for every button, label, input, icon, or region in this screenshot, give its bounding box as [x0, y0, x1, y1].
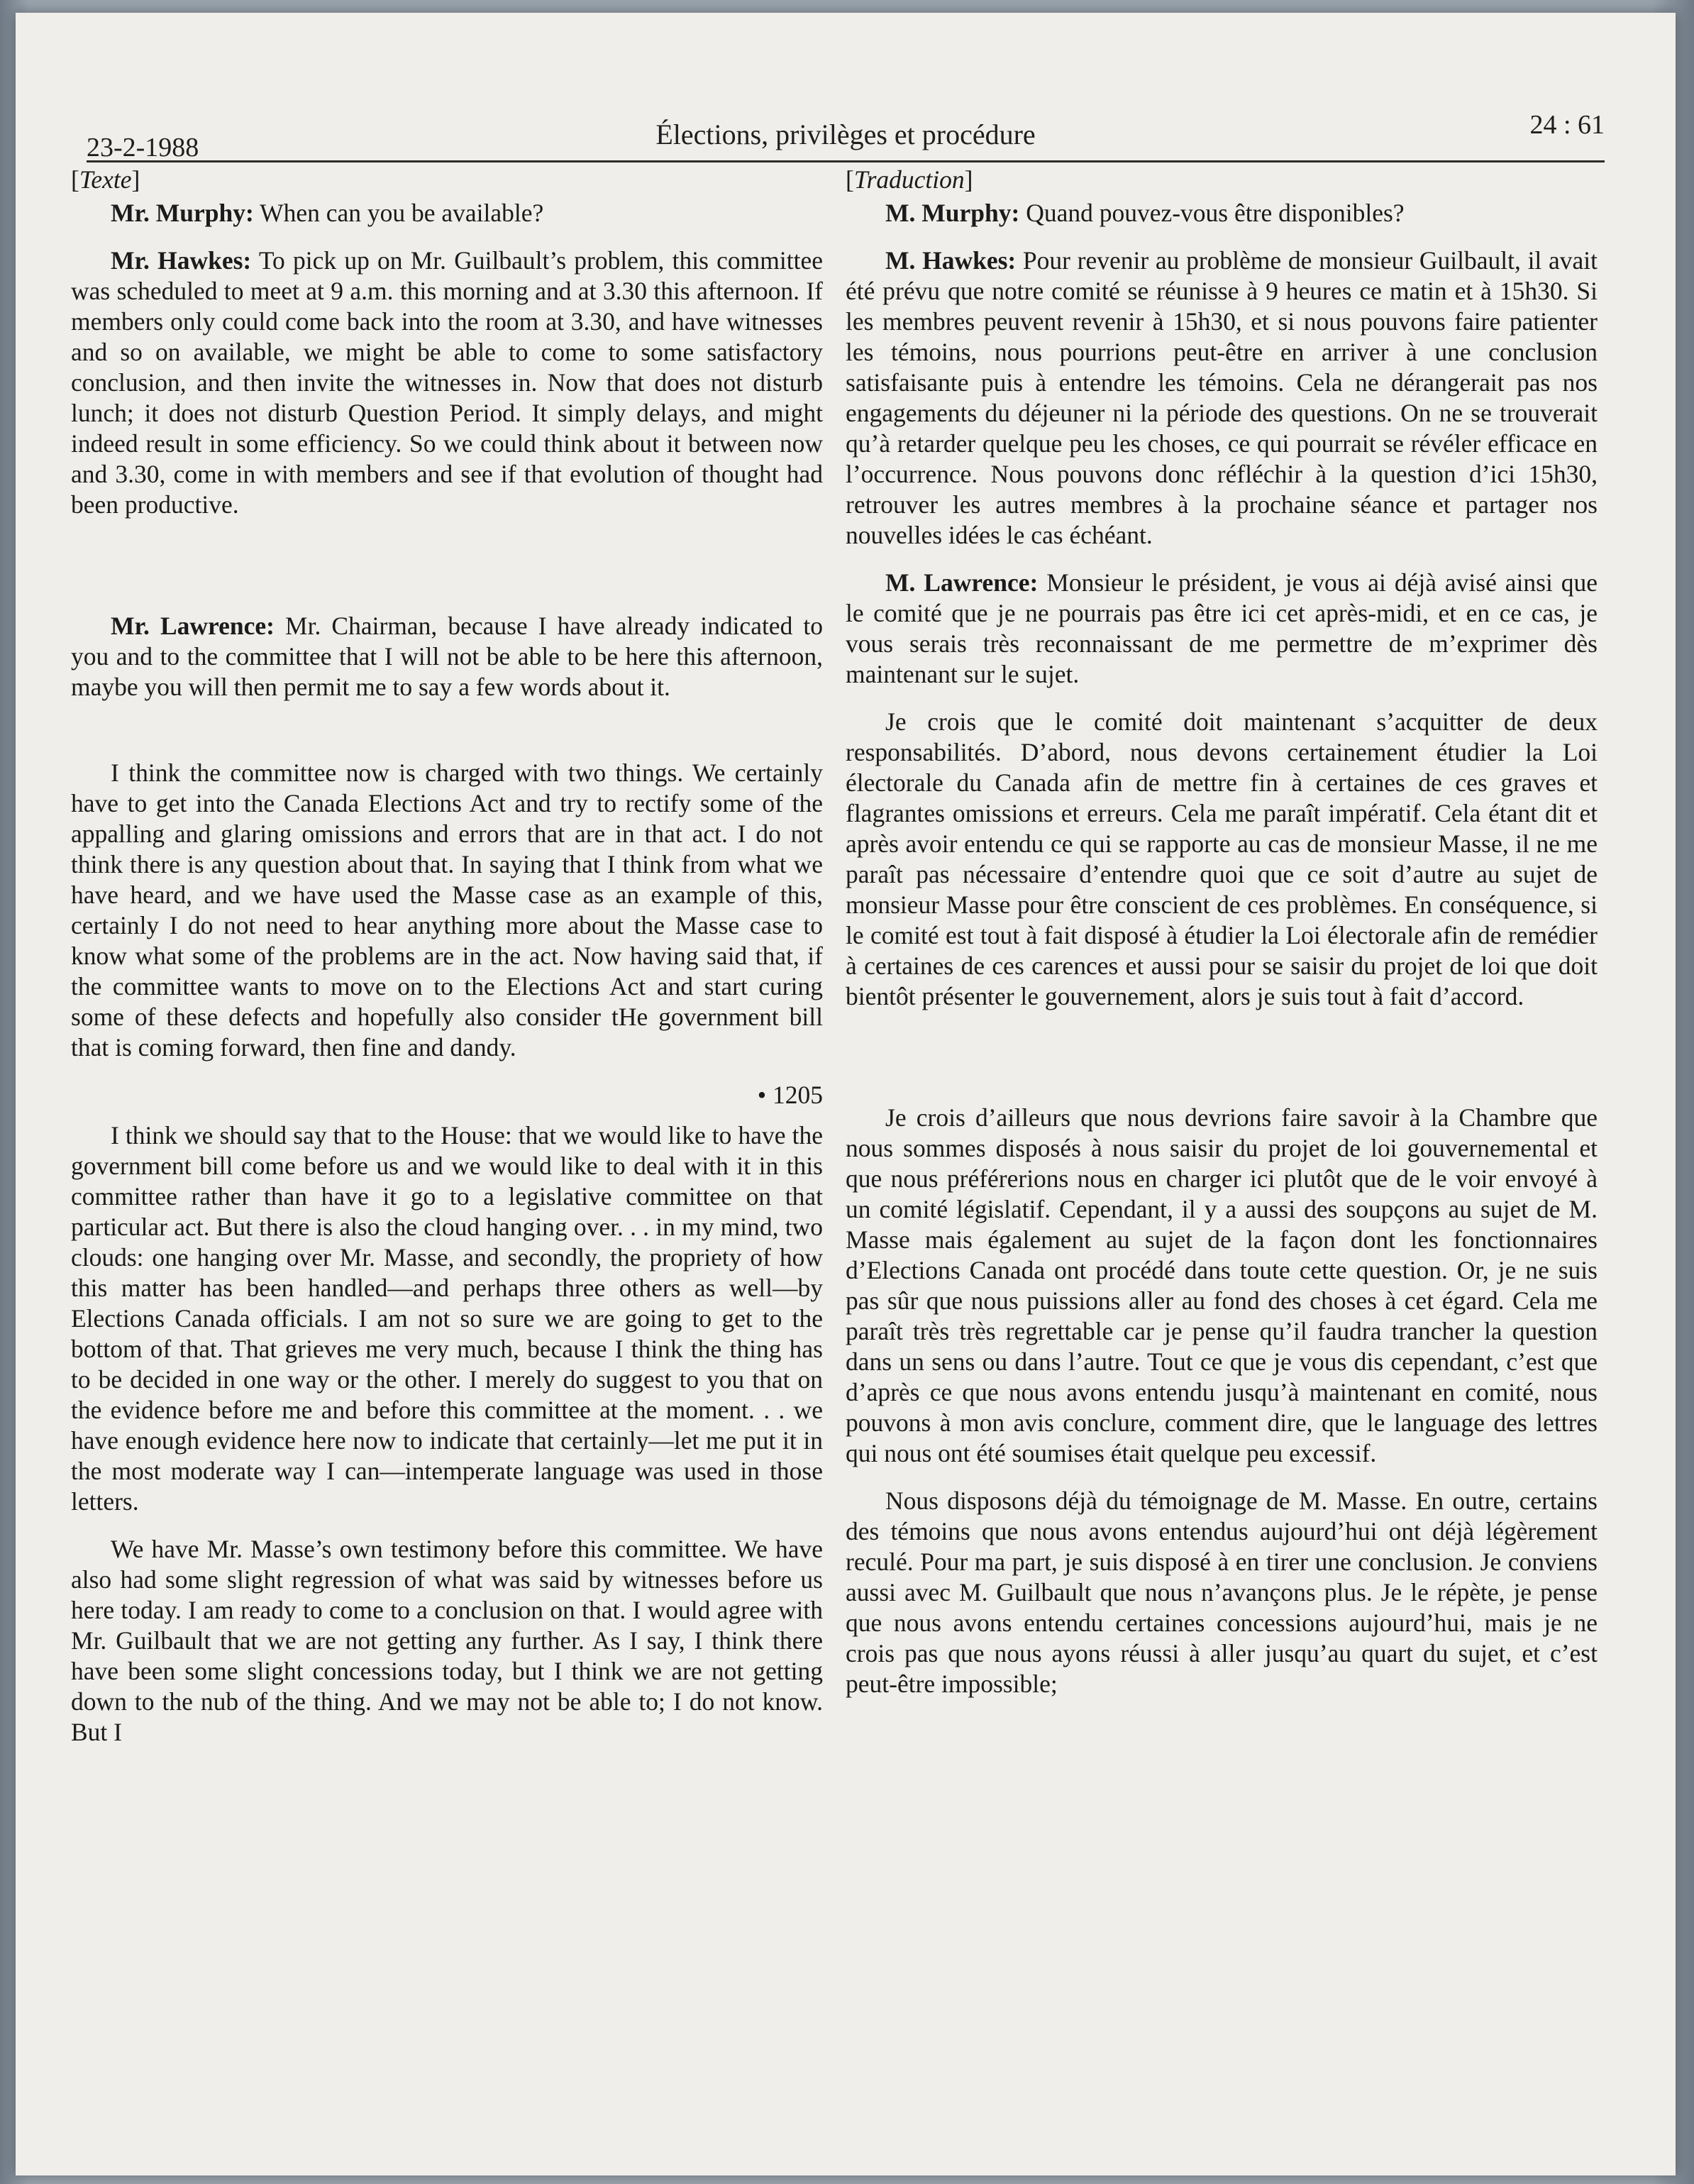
- speech-hawkes: [846, 246, 1598, 551]
- speech-text: When can you be available?: [260, 199, 544, 227]
- french-column: [846, 165, 1598, 1716]
- paragraph: I think we should say that to the House: that we would like to have the government bill come before us and we would like to deal with it in this committee rather than have it go to a legislative committee on that particular act. But there is also the cloud hanging over. . . in my mind, two clouds: one hanging over Mr. Masse, and secondly, the propriety of how this matter has been handled—and perhaps three others as well—by Elections Canada officials. I am not so sure we are going to get to the bottom of that. That grieves me very much, because I think the thing has to be decided in one way or the other. I merely do suggest to you that on the evidence before me and before this committee at the moment. . . we have enough evidence here now to indicate that certainly—let me put it in the most moderate way I can—intemperate language was used in those letters.: [71, 1121, 823, 1516]
- header-title: Élections, privilèges et procédure: [655, 118, 1036, 150]
- time-marker: • 1205: [757, 1081, 823, 1109]
- paragraph: We have Mr. Masse’s own testimony before this committee. We have also had some slight regression of what was said by witnesses before us here today. I am ready to come to a conclusion on that. I would agree with Mr. Guilbault that we are not getting any further. As I say, I think there have been some slight concessions today, but I think we are not getting down to the nub of the thing. And we may not be able to; I do not know. But I: [71, 1535, 823, 1746]
- paragraph: Je crois d’ailleurs que nous devrions faire savoir à la Chambre que nous sommes disposés à nous saisir du projet de loi gouvernemental et que nous préférerions nous en charger ici plutôt que de le voir envoyé à un comité législatif. Cependant, il y a aussi des soupçons au sujet de M. Masse mais également au sujet de la façon dont les fonctionnaires d’Elections Canada ont procédé dans toute cette question. Or, je ne suis pas sûr que nous puissions aller au fond des choses à cet égard. Cela me paraît très très regrettable car je pense qu’il faudra trancher la question dans un sens ou dans l’autre. Tout ce que je vous dis cependant, c’est que d’après ce que nous avons entendu jusqu’à maintenant en comité, nous pouvons à mon avis conclure, comment dire, que le language des lettres qui nous ont été soumises était quelque peu excessif.: [846, 1103, 1598, 1467]
- speech-lawrence: [846, 568, 1598, 690]
- speech-text: Monsieur le président, je vous ai déjà avisé ainsi que le comité que je ne pourrais pas être ici cet après-midi, et en ce cas, je vous serais très reconnaissant de me permettre de m’exprimer dès maintenant sur le sujet.: [846, 568, 1598, 688]
- speaker-label: Mr. Hawkes:: [111, 246, 252, 275]
- speech-text: Pour revenir au problème de monsieur Guilbault, il avait été prévu que notre comité se réunisse à 9 heures ce matin et à 15h30. Si les membres peuvent revenir à 15h30, et si nous pouvons faire patienter les témoins, nous pourrions peut-être en arriver à une conclusion satisfaisante puis à entendre les témoins. Cela ne dérangerait pas nos engagements du déjeuner ni la période des questions. On ne se trouverait qu’à retarder quelque peu les choses, ce qui pourrait se révéler efficace en l’occurrence. Nous pouvons donc réfléchir à la question d’ici 15h30, retrouver les autres membres à la prochaine séance et partager nos nouvelles idées le cas échéant.: [846, 246, 1598, 549]
- paragraph: Je crois que le comité doit maintenant s’acquitter de deux responsabilités. D’abord, nous devons certainement étudier la Loi électorale du Canada afin de mettre fin à certaines de ces graves et flagrantes omissions et erreurs. Cela me paraît impératif. Cela étant dit et après avoir entendu ce qui se rapporte au cas de monsieur Masse, il ne me paraît pas nécessaire d’entendre quoi que ce soit d’autre au sujet de monsieur Masse pour être conscient de ces problèmes. En conséquence, si le comité est tout à fait disposé à étudier la Loi électorale afin de remédier à certaines de ces carences et aussi pour se saisir du projet de loi que doit bientôt présenter le gouvernement, alors je suis tout à fait d’accord.: [846, 707, 1598, 1010]
- speech-text: Mr. Chairman, because I have already indicated to you and to the committee that I will not be able to be here this afternoon, maybe you will then permit me to say a few words about it.: [71, 612, 823, 701]
- section-tag: [Traduction]: [846, 165, 973, 194]
- speech-murphy: [71, 198, 823, 228]
- speech-hawkes: [71, 246, 823, 520]
- speech-lawrence: [71, 611, 823, 702]
- paragraph: Nous disposons déjà du témoignage de M. Masse. En outre, certains des témoins que nous avons entendus aujourd’hui ont déjà légèrement reculé. Pour ma part, je suis disposé à en tirer une conclusion. Je conviens aussi avec M. Guilbault que nous n’avançons plus. Je le répète, je pense que nous avons entendu certaines concessions aujourd’hui, mais je ne crois pas que nous ayons réussi à aller jusqu’au quart du sujet, et c’est peut-être impossible;: [846, 1487, 1598, 1698]
- speaker-label: M. Murphy:: [885, 199, 1020, 227]
- speech-text: To pick up on Mr. Guilbault’s problem, this committee was scheduled to meet at 9 a.m. this morning and at 3.30 this afternoon. If members only could come back into the room at 3.30, and have witnesses and so on available, we might be able to come to some satisfactory conclusion, and then invite the witnesses in. Now that does not disturb lunch; it does not disturb Question Period. It simply delays, and might indeed result in some efficiency. So we could think about it between now and 3.30, come in with members and see if that evolution of thought had been productive.: [71, 246, 823, 519]
- speaker-label: M. Hawkes:: [885, 246, 1017, 275]
- page-header: [87, 104, 1605, 162]
- english-column: [71, 165, 823, 1765]
- speaker-label: M. Lawrence:: [885, 568, 1039, 597]
- speaker-label: Mr. Murphy:: [111, 199, 254, 227]
- header-date: 23-2-1988: [87, 133, 199, 162]
- speech-murphy: [846, 198, 1598, 228]
- header-page-number: 24 : 61: [1529, 110, 1605, 140]
- speaker-label: Mr. Lawrence:: [111, 612, 275, 640]
- speech-text: Quand pouvez-vous être disponibles?: [1026, 199, 1405, 227]
- paragraph: I think the committee now is charged with two things. We certainly have to get into the Canada Elections Act and try to rectify some of the appalling and glaring omissions and errors that are in that act. I do not think there is any question about that. In saying that I think from what we have heard, and we have used the Masse case as an example of this, certainly I do not need to hear anything more about the Masse case to know what some of the problems are in the act. Now having said that, if the committee wants to move on to the Elections Act and start curing some of these defects and hopefully also consider tHe government bill that is coming forward, then fine and dandy.: [71, 759, 823, 1061]
- section-tag: [Texte]: [71, 165, 140, 194]
